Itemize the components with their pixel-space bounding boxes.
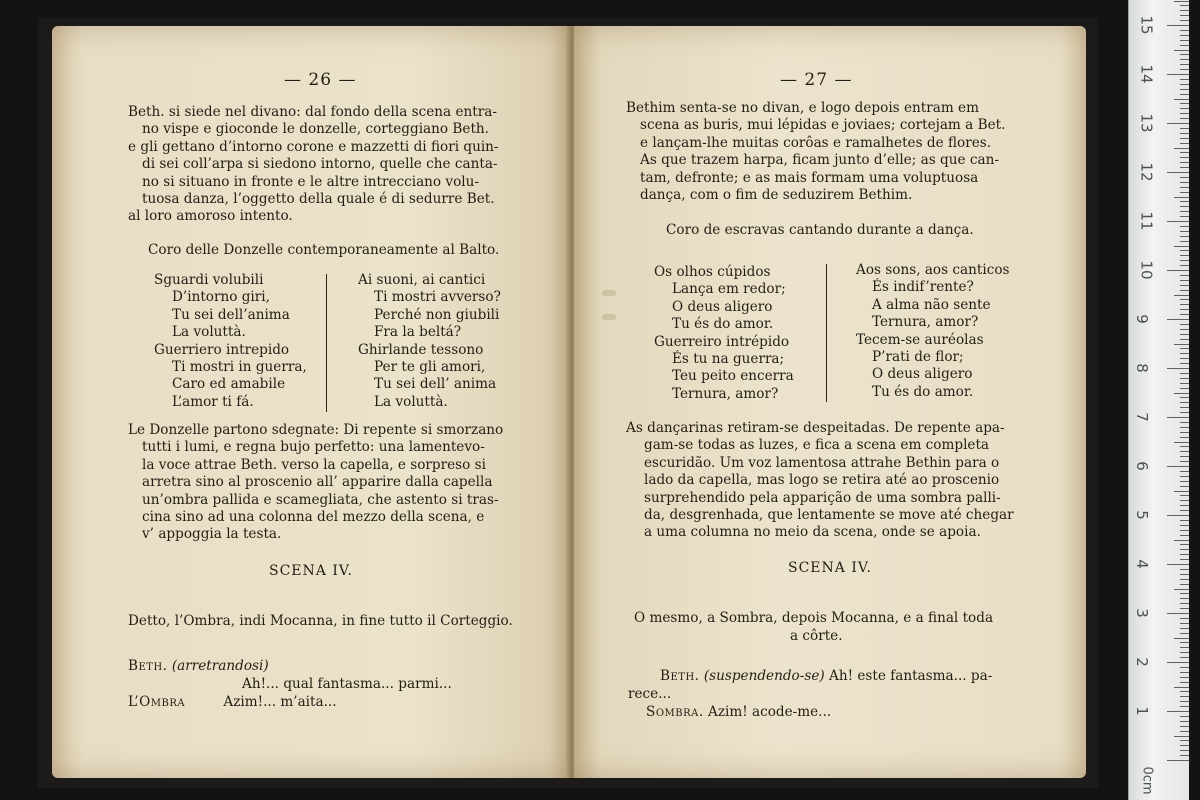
ruler-tick	[1180, 358, 1189, 359]
text-line: És tu na guerra;	[672, 351, 785, 368]
ruler-tick	[1174, 491, 1189, 492]
ruler-tick	[1180, 726, 1189, 727]
ruler-tick	[1180, 206, 1189, 207]
ruler-tick	[1174, 687, 1189, 688]
ruler-tick	[1180, 59, 1189, 60]
ruler-tick	[1180, 549, 1189, 550]
ruler-tick	[1180, 10, 1189, 11]
ruler-tick	[1180, 569, 1189, 570]
ruler-tick	[1180, 211, 1189, 212]
ruler-tick	[1180, 353, 1189, 354]
ruler-number: 1	[1132, 706, 1151, 716]
ruler-tick	[1180, 696, 1189, 697]
ruler-number: 10	[1137, 260, 1156, 280]
text-line: Caro ed amabile	[172, 376, 286, 393]
ruler-tick	[1180, 593, 1189, 594]
ruler-tick	[1180, 314, 1189, 315]
ruler-tick	[1180, 584, 1189, 585]
ruler-tick	[1180, 162, 1189, 163]
text-line: escuridão. Um voz lamentosa attrahe Bethin para o	[644, 454, 1000, 471]
ruler-tick	[1180, 647, 1189, 648]
ruler-tick	[1180, 241, 1189, 242]
text-line: no si situano in fronte e le altre intrecciano volu-	[142, 173, 479, 190]
ruler-tick	[1180, 15, 1189, 16]
ruler-tick	[1167, 368, 1189, 369]
ruler-number: 9	[1132, 314, 1151, 324]
text-line: Tecem-se auréolas	[856, 331, 984, 348]
measuring-ruler	[1128, 0, 1189, 800]
stanza-right-column	[856, 262, 1009, 401]
dialogue-line	[128, 658, 269, 675]
right-page	[574, 26, 1086, 778]
ruler-tick	[1174, 736, 1189, 737]
text-line: un’ombra pallida e scamegliata, che astento si tras-	[142, 491, 499, 508]
ruler-tick	[1180, 260, 1189, 261]
ruler-tick	[1180, 30, 1189, 31]
ruler-tick	[1180, 446, 1189, 447]
ruler-tick	[1180, 505, 1189, 506]
ruler-tick	[1180, 118, 1189, 119]
ruler-tick	[1180, 598, 1189, 599]
ruler-tick	[1180, 299, 1189, 300]
ruler-number: 15	[1137, 15, 1156, 35]
text-line: tuosa danza, l’oggetto della quale é di sedurre Bet.	[142, 191, 495, 208]
ruler-tick	[1180, 334, 1189, 335]
ruler-tick	[1180, 652, 1189, 653]
ruler-tick	[1180, 187, 1189, 188]
ruler-number: 4	[1132, 559, 1151, 569]
coro-heading: Coro delle Donzelle contemporaneamente al Balto.	[148, 242, 500, 258]
ruler-tick	[1180, 486, 1189, 487]
ruler-tick	[1180, 579, 1189, 580]
ruler-tick	[1180, 731, 1189, 732]
ruler-tick	[1180, 755, 1189, 756]
ruler-number: 7	[1132, 412, 1151, 422]
ruler-tick	[1180, 461, 1189, 462]
ruler-tick	[1167, 221, 1189, 222]
scene-heading: SCENA IV.	[788, 560, 872, 576]
ruler-tick	[1180, 329, 1189, 330]
text-line: e lançam-lhe muitas corôas e ramalhetes de flores.	[640, 134, 992, 151]
ruler-tick	[1180, 554, 1189, 555]
column-divider	[326, 274, 327, 412]
text-line: O deus aligero	[672, 298, 773, 315]
ruler-tick	[1180, 339, 1189, 340]
ruler-tick	[1180, 363, 1189, 364]
ruler-tick	[1180, 628, 1189, 629]
text-line: Le Donzelle partono sdegnate: Di repente si smorzano	[128, 422, 504, 438]
ruler-tick	[1167, 74, 1189, 75]
ruler-tick	[1180, 476, 1189, 477]
ruler-tick	[1174, 344, 1189, 345]
text-line: Ternura, amor?	[672, 385, 779, 402]
stage-direction: (arretrandosi)	[171, 658, 269, 674]
dialogue-text: Ah!... qual fantasma... parmi...	[242, 676, 452, 692]
ruler-tick	[1180, 182, 1189, 183]
ruler-tick	[1180, 525, 1189, 526]
ruler-number: 3	[1132, 608, 1151, 618]
text-line: Aos sons, aos canticos	[856, 262, 1010, 278]
ruler-tick	[1174, 1, 1189, 2]
ruler-tick	[1180, 79, 1189, 80]
text-line: gam-se todas as luzes, e fica a scena em completa	[644, 437, 990, 454]
ruler-tick	[1180, 348, 1189, 349]
ruler-tick	[1180, 290, 1189, 291]
ruler-tick	[1180, 451, 1189, 452]
ruler-tick	[1180, 633, 1189, 634]
ruler-tick	[1180, 35, 1189, 36]
ruler-tick	[1180, 20, 1189, 21]
text-line: Sguardi volubili	[154, 272, 264, 288]
ruler-tick	[1180, 535, 1189, 536]
ruler-tick	[1180, 407, 1189, 408]
text-line: Bethim senta-se no divan, e logo depois entram em	[626, 100, 979, 116]
text-line: As dançarinas retiram-se despeitadas. De repente apa-	[626, 420, 1005, 436]
ruler-tick	[1180, 133, 1189, 134]
ruler-tick	[1180, 481, 1189, 482]
text-line: Guerreiro intrépido	[654, 333, 790, 350]
ruler-tick	[1180, 304, 1189, 305]
text-line: Tu sei dell’anima	[172, 306, 290, 323]
ruler-tick	[1180, 378, 1189, 379]
ruler-tick	[1167, 25, 1189, 26]
ruler-tick	[1180, 177, 1189, 178]
ruler-tick	[1180, 69, 1189, 70]
page-number: — 27 —	[780, 70, 853, 90]
text-line: Tu sei dell’ anima	[374, 376, 497, 393]
ruler-tick	[1180, 89, 1189, 90]
dialogue-line	[660, 668, 992, 685]
cast-line: O mesmo, a Sombra, depois Mocanna, e a final toda	[634, 610, 994, 626]
text-line: Ti mostri avverso?	[374, 289, 501, 306]
binding-stitch	[602, 290, 616, 296]
ruler-tick	[1180, 456, 1189, 457]
ruler-tick	[1180, 250, 1189, 251]
text-line: da, desgrenhada, que lentamente se move até chegar	[644, 507, 1014, 524]
ruler-tick	[1180, 54, 1189, 55]
text-line: Os olhos cúpidos	[654, 264, 771, 280]
ruler-tick	[1180, 138, 1189, 139]
ruler-number: 11	[1137, 211, 1156, 231]
ruler-tick	[1180, 64, 1189, 65]
ruler-tick	[1167, 123, 1189, 124]
text-line: e gli gettano d’intorno corone e mazzetti di fiori quin-	[128, 138, 499, 155]
ruler-tick	[1180, 530, 1189, 531]
text-line: di sei coll’arpa si siedono intorno, quelle che canta-	[142, 156, 498, 173]
text-line: scena as buris, mui lépidas e joviaes; cortejam a Bet.	[640, 117, 1006, 134]
ruler-tick	[1180, 128, 1189, 129]
text-line: Beth. si siede nel divano: dal fondo della scena entra-	[128, 104, 497, 120]
coro-heading: Coro de escravas cantando durante a dança.	[666, 222, 974, 238]
ruler-number: 8	[1132, 363, 1151, 373]
stage-direction: (suspendendo-se)	[703, 668, 825, 684]
text-line: arretra sino al proscenio all’ apparire dalla capella	[142, 474, 493, 491]
dialogue-text: Ah! este fantasma... pa-	[829, 668, 993, 684]
cast-line: a côrte.	[790, 628, 843, 644]
ruler-tick	[1180, 412, 1189, 413]
ruler-tick	[1180, 432, 1189, 433]
text-line: surprehendido pela apparição de uma sombra palli-	[644, 489, 1001, 506]
ruler-tick	[1180, 397, 1189, 398]
ruler-tick	[1167, 319, 1189, 320]
text-line: tutti i lumi, e regna bujo perfetto: una lamentevo-	[142, 439, 485, 456]
ruler-tick	[1167, 613, 1189, 614]
ruler-tick	[1180, 236, 1189, 237]
dialogue-text: rece...	[628, 686, 672, 702]
column-divider	[826, 264, 827, 402]
ruler-tick	[1180, 608, 1189, 609]
ruler-tick	[1180, 201, 1189, 202]
ruler-tick	[1167, 270, 1189, 271]
text-line: Teu peito encerra	[672, 368, 794, 385]
text-line: Ai suoni, ai cantici	[358, 272, 486, 288]
text-line: dança, com o fim de seduzirem Bethim.	[640, 187, 913, 204]
ruler-tick	[1180, 255, 1189, 256]
text-line: Perché non giubili	[374, 306, 500, 323]
ruler-tick	[1174, 295, 1189, 296]
speaker-name: Beth.	[128, 658, 168, 674]
ruler-tick	[1180, 510, 1189, 511]
ruler-tick	[1180, 226, 1189, 227]
ruler-tick	[1180, 544, 1189, 545]
ruler-tick	[1180, 559, 1189, 560]
ruler-tick	[1180, 706, 1189, 707]
text-line: D’intorno giri,	[172, 289, 270, 306]
ruler-tick	[1180, 495, 1189, 496]
ruler-tick	[1180, 192, 1189, 193]
ruler-tick	[1180, 40, 1189, 41]
ruler-tick	[1180, 388, 1189, 389]
ruler-tick	[1174, 148, 1189, 149]
ruler-tick	[1167, 760, 1189, 761]
text-line: no vispe e gioconde le donzelle, corteggiano Beth.	[142, 121, 489, 138]
ruler-tick	[1167, 172, 1189, 173]
ruler-tick	[1167, 711, 1189, 712]
ruler-tick	[1180, 520, 1189, 521]
ruler-tick	[1180, 672, 1189, 673]
intro-paragraph	[128, 104, 499, 226]
ruler-tick	[1180, 216, 1189, 217]
ruler-tick	[1180, 574, 1189, 575]
ruler-tick	[1174, 197, 1189, 198]
ruler-number: 13	[1137, 113, 1156, 133]
text-line: O deus aligero	[872, 366, 973, 383]
ruler-tick	[1180, 745, 1189, 746]
ruler-number: 12	[1137, 162, 1156, 182]
ruler-tick	[1174, 589, 1189, 590]
text-line: Ternura, amor?	[872, 314, 979, 331]
ruler-tick	[1180, 157, 1189, 158]
ruler-tick	[1174, 50, 1189, 51]
ruler-tick	[1180, 103, 1189, 104]
text-line: Per te gli amori,	[374, 359, 486, 376]
text-line: A alma não sente	[872, 296, 991, 313]
ruler-tick	[1180, 108, 1189, 109]
ruler-tick	[1180, 231, 1189, 232]
text-line: Lança em redor;	[672, 281, 786, 298]
speaker-name: Sombra.	[646, 704, 704, 720]
ruler-tick	[1180, 280, 1189, 281]
text-line: Tu és do amor.	[872, 383, 974, 400]
ruler-tick	[1180, 143, 1189, 144]
ruler-tick	[1180, 5, 1189, 6]
ruler-tick	[1180, 427, 1189, 428]
ruler-tick	[1180, 642, 1189, 643]
ruler-tick	[1167, 515, 1189, 516]
ruler-tick	[1180, 275, 1189, 276]
page-number: — 26 —	[284, 70, 357, 90]
binding-stitch	[602, 314, 616, 320]
ruler-tick	[1180, 383, 1189, 384]
text-line: As que trazem harpa, ficam junto d’elle; as que can-	[640, 152, 999, 169]
ruler-tick	[1180, 721, 1189, 722]
ruler-tick	[1180, 167, 1189, 168]
open-book	[38, 18, 1098, 788]
ruler-number: 6	[1132, 461, 1151, 471]
stage-direction-paragraph	[128, 422, 503, 544]
ruler-tick	[1180, 657, 1189, 658]
ruler-tick	[1180, 402, 1189, 403]
stage-direction-paragraph	[626, 420, 1014, 542]
text-line: la voce attrae Beth. verso la capella, e sorpreso si	[142, 456, 486, 473]
ruler-tick	[1180, 84, 1189, 85]
ruler-tick	[1167, 564, 1189, 565]
ruler-tick	[1180, 309, 1189, 310]
text-line: És indif’rente?	[872, 279, 974, 296]
text-line: L’amor ti fá.	[172, 393, 254, 410]
speaker-name: Beth.	[660, 668, 700, 684]
text-line: cina sino ad una colonna del mezzo della scena, e	[142, 509, 485, 526]
ruler-tick	[1174, 638, 1189, 639]
ruler-tick	[1174, 99, 1189, 100]
ruler-tick	[1180, 716, 1189, 717]
text-line: Ghirlande tessono	[358, 341, 484, 358]
text-line: a uma columna no meio da scena, onde se apoia.	[644, 524, 981, 541]
text-line: v’ appoggia la testa.	[142, 526, 282, 543]
ruler-tick	[1180, 471, 1189, 472]
ruler-tick	[1167, 466, 1189, 467]
text-line: Fra la beltá?	[374, 324, 462, 341]
text-line: al loro amoroso intento.	[128, 208, 293, 225]
scene-heading: SCENA IV.	[269, 563, 353, 579]
dialogue-text: Azim!... m’aita...	[223, 694, 337, 710]
ruler-tick	[1180, 500, 1189, 501]
ruler-tick	[1174, 442, 1189, 443]
text-line: P’rati de flor;	[872, 349, 964, 366]
ruler-unit-label: 0cm	[1139, 766, 1155, 795]
text-line: Tu és do amor.	[672, 316, 774, 333]
ruler-tick	[1180, 691, 1189, 692]
ruler-tick	[1180, 265, 1189, 266]
ruler-tick	[1180, 324, 1189, 325]
ruler-tick	[1180, 373, 1189, 374]
speaker-name: L’Ombra	[128, 694, 186, 710]
ruler-tick	[1180, 94, 1189, 95]
dialogue-text: Azim! acode-me...	[708, 704, 832, 720]
ruler-tick	[1174, 246, 1189, 247]
ruler-tick	[1180, 437, 1189, 438]
ruler-tick	[1167, 417, 1189, 418]
text-line: Guerriero intrepido	[154, 341, 290, 358]
ruler-tick	[1180, 422, 1189, 423]
ruler-tick	[1180, 740, 1189, 741]
ruler-tick	[1174, 540, 1189, 541]
ruler-tick	[1180, 113, 1189, 114]
intro-paragraph	[626, 100, 1005, 204]
ruler-tick	[1180, 682, 1189, 683]
text-line: La voluttà.	[172, 324, 246, 341]
text-line: La voluttà.	[374, 393, 448, 410]
ruler-tick	[1167, 662, 1189, 663]
stanza-left-column	[154, 272, 307, 411]
cast-line: Detto, l’Ombra, indi Mocanna, in fine tutto il Corteggio.	[128, 613, 513, 629]
dialogue-line	[128, 694, 337, 711]
ruler-tick	[1180, 618, 1189, 619]
text-line: Ti mostri in guerra,	[172, 359, 307, 376]
left-page	[52, 26, 570, 778]
ruler-tick	[1180, 750, 1189, 751]
ruler-tick	[1174, 393, 1189, 394]
ruler-number: 5	[1132, 510, 1151, 520]
ruler-tick	[1180, 45, 1189, 46]
text-line: lado da capella, mas logo se retira até ao proscenio	[644, 472, 1000, 489]
dialogue-line	[646, 704, 831, 721]
ruler-tick	[1180, 701, 1189, 702]
ruler-tick	[1180, 667, 1189, 668]
ruler-tick	[1180, 152, 1189, 153]
text-line: tam, defronte; e as mais formam uma voluptuosa	[640, 169, 979, 186]
ruler-tick	[1180, 677, 1189, 678]
ruler-tick	[1180, 623, 1189, 624]
ruler-number: 14	[1137, 64, 1156, 84]
stanza-right-column	[358, 272, 501, 411]
ruler-tick	[1180, 285, 1189, 286]
ruler-number: 2	[1132, 657, 1151, 667]
ruler-tick	[1180, 603, 1189, 604]
stanza-left-column	[654, 264, 794, 403]
